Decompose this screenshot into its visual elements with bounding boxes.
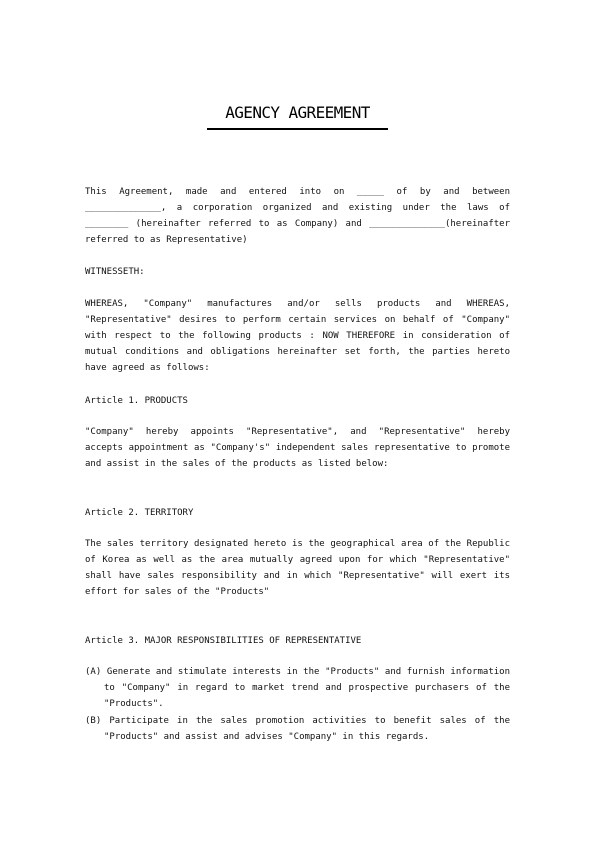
article-2-body: The sales territory designated hereto is the geographical area of the Republic of Korea as well as the area mutually agreed upon for which "Representative" shall have sales responsibility and in which "Representative" will exert its effort for sales of the "Products"	[85, 539, 510, 597]
document-title: AGENCY AGREEMENT	[225, 103, 370, 122]
article-3-heading: Article 3. MAJOR RESPONSIBILITIES OF REPRESENTATIVE	[85, 636, 362, 646]
whereas-paragraph: WHEREAS, "Company" manufactures and/or sells products and WHEREAS, "Representative" desires to perform certain services on behalf of "Company" with respect to the following products : NOW THEREFORE in consideration of mutual conditions and obligations hereinafter set forth, the parties hereto have agreed as follows:	[85, 299, 510, 373]
witnesseth-heading: WITNESSETH:	[85, 267, 145, 277]
article-3-item-b: (B) Participate in the sales promotion activities to benefit sales of the "Products" and assist and advises "Company" in this regards.	[85, 716, 510, 742]
article-1-heading: Article 1. PRODUCTS	[85, 396, 188, 406]
article-2-heading: Article 2. TERRITORY	[85, 508, 194, 518]
title-underline	[207, 128, 388, 130]
article-3-item-a: (A) Generate and stimulate interests in the "Products" and furnish information to "Company" in regard to market trend and prospective purchasers of the "Products".	[85, 667, 510, 709]
intro-paragraph: This Agreement, made and entered into on _____ of by and between ______________, a corporation organized and existing under the laws of ________ (hereinafter referred to as Company) and ______________(hereinafter referred to as Representative)	[85, 187, 510, 245]
article-1-body: "Company" hereby appoints "Representative", and "Representative" hereby accepts appointment as "Company's" independent sales representative to promote and assist in the sales of the products as listed below:	[85, 427, 510, 469]
